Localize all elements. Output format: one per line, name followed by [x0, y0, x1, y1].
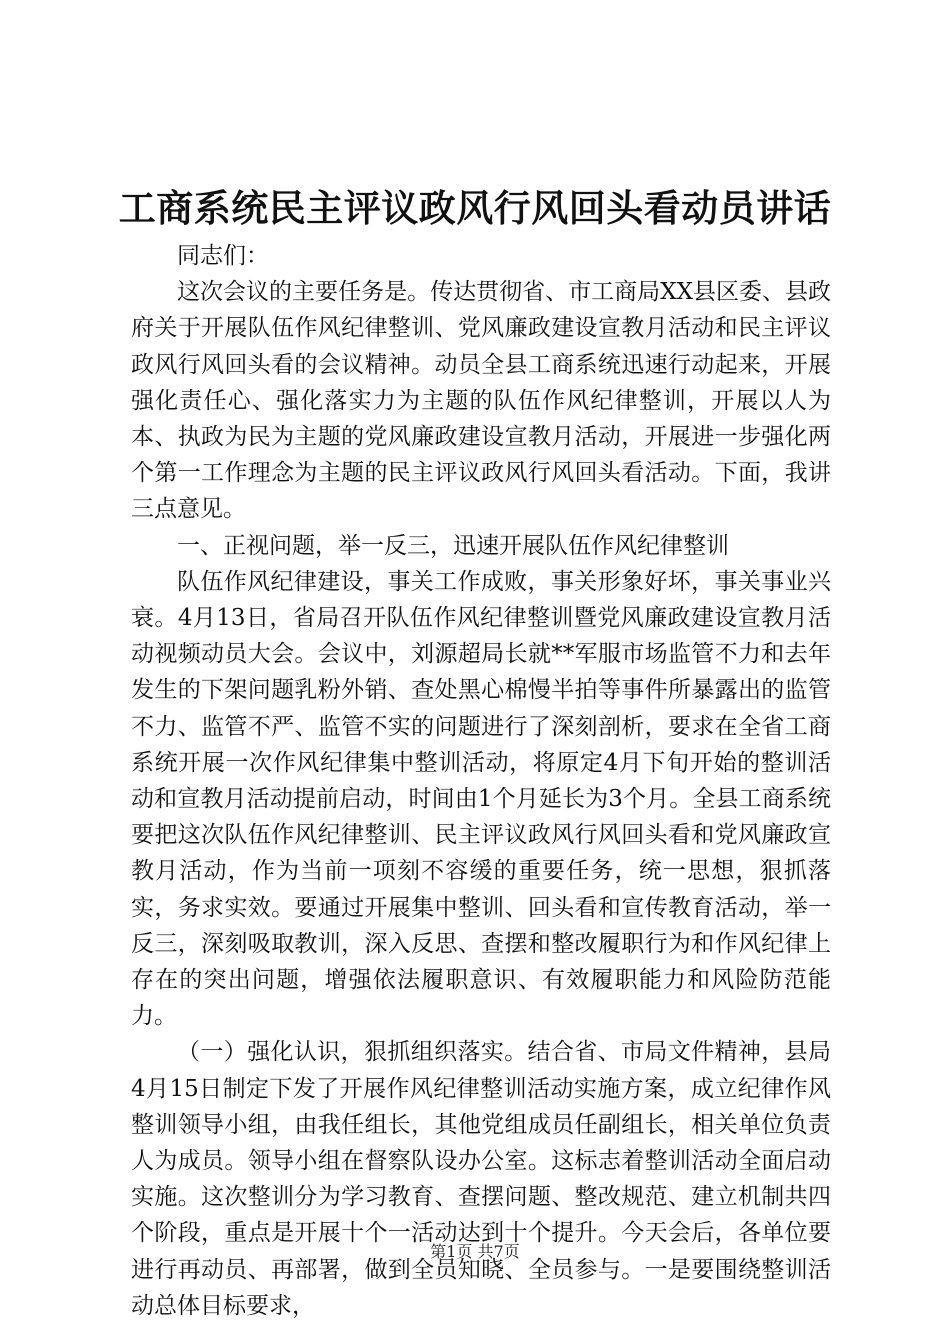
body-paragraph: 队伍作风纪律建设，事关工作成败，事关形象好坏，事关事业兴衰。4月13日，省局召开队伍作风纪律整训暨党风廉政建设宣教月活动视频动员大会。会议中，刘源超局长就**军服市场监管不力和去年发生的下架问题乳粉外销、查处黑心棉慢半拍等事件所暴露出的监管不力、监管不严、监管不实的问题进行了深刻剖析，要求在全省工商系统开展一次作风纪律集中整训活动，将原定4月下旬开始的整训活动和宣教月活动提前启动，时间由1个月延长为3个月。全县工商系统要把这次队伍作风纪律整训、民主评议政风行风回头看和党风廉政宣教月活动，作为当前一项刻不容缓的重要任务，统一思想，狠抓落实，务求实效。要通过开展集中整训、回头看和宣传教育活动，举一反三，深刻吸取教训，深入反思、查摆和整改履职行为和作风纪律上存在的突出问题，增强依法履职意识、有效履职能力和风险防范能力。	[131, 568, 831, 1030]
body-paragraph: 这次会议的主要任务是。传达贯彻省、市工商局XX县区委、县政府关于开展队伍作风纪律整训、党风廉政建设宣教月活动和民主评议政风行风回头看的会议精神。动员全县工商系统迅速行动起来，开展强化责任心、强化落实力为主题的队伍作风纪律整训，开展以人为本、执政为民为主题的党风廉政建设宣教月活动，开展进一步强化两个第一工作理念为主题的民主评议政风行风回头看活动。下面，我讲三点意见。	[131, 279, 831, 523]
salutation: 同志们：	[177, 243, 269, 269]
body-paragraph: （一）强化认识，狠抓组织落实。结合省、市局文件精神，县局4月15日制定下发了开展作风纪律整训活动实施方案，成立纪律作风整训领导小组，由我任组长，其他党组成员任副组长，相关单位负责人为成员。领导小组在督察队设办公室。这标志着整训活动全面启动实施。这次整训分为学习教育、查摆问题、整改规范、建立机制共四个阶段，重点是开展十个一活动达到十个提升。今天会后，各单位要进行再动员、再部署，做到全员知晓、全员参与。一是要围绕整训活动总体目标要求，	[131, 1039, 831, 1319]
section-heading: 一、正视问题，举一反三，迅速开展队伍作风纪律整训	[177, 532, 729, 559]
document-body	[131, 238, 831, 1324]
document-title: 工商系统民主评议政风行风回头看动员讲话	[118, 186, 832, 230]
page-footer: 第1页 共7页	[430, 1242, 520, 1261]
